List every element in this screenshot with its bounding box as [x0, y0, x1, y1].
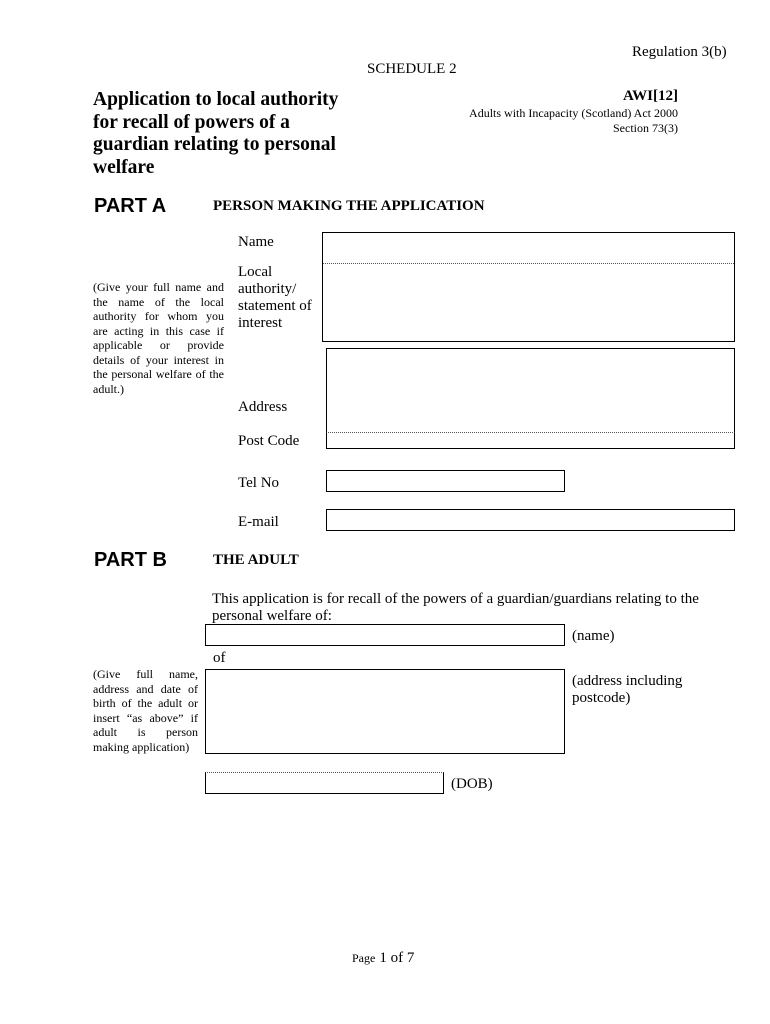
adult-address-label-line: postcode)	[572, 690, 631, 706]
schedule-label: SCHEDULE 2	[367, 61, 457, 77]
form-title-line: Application to local authority	[93, 89, 339, 110]
adult-address-label	[572, 673, 682, 707]
part-a-guidance-note: (Give your full name and the name of the local authority for whom you are acting in this case if applicable or provide details of your interest in the personal welfare of the adult.)	[93, 280, 224, 396]
form-title	[93, 89, 338, 179]
page-word: Page	[352, 951, 376, 965]
email-field[interactable]	[326, 509, 735, 531]
act-name: Adults with Incapacity (Scotland) Act 2000	[469, 106, 678, 120]
authority-label-line: interest	[238, 315, 283, 331]
page-number	[352, 949, 414, 967]
page-count: 1 of 7	[379, 950, 415, 966]
name-and-authority-field[interactable]	[322, 232, 735, 342]
authority-label-line: statement of	[238, 298, 312, 314]
post-code-field[interactable]	[326, 432, 735, 449]
post-code-label: Post Code	[238, 433, 300, 449]
act-reference	[469, 106, 678, 135]
adult-name-label: (name)	[572, 628, 615, 644]
authority-label	[238, 264, 312, 332]
form-title-line: guardian relating to personal	[93, 134, 336, 155]
form-title-line: for recall of powers of a	[93, 111, 290, 133]
part-a-heading: PERSON MAKING THE APPLICATION	[213, 198, 485, 214]
act-section: Section 73(3)	[613, 120, 678, 135]
authority-label-line: Local	[238, 264, 273, 280]
tel-no-label: Tel No	[238, 475, 280, 491]
part-b-intro	[212, 591, 699, 625]
address-field[interactable]	[326, 348, 735, 433]
form-code: AWI[12]	[623, 88, 678, 104]
part-b-intro-line: personal welfare of:	[212, 608, 332, 624]
email-label: E-mail	[238, 514, 279, 530]
tel-no-field[interactable]	[326, 470, 565, 492]
of-label: of	[213, 650, 226, 666]
adult-name-field[interactable]	[205, 624, 565, 646]
part-b-guidance-note: (Give full name, address and date of birth of the adult or insert “as above” if adult is person making application)	[93, 667, 198, 754]
adult-dob-field[interactable]	[205, 772, 444, 794]
adult-address-field[interactable]	[205, 669, 565, 754]
part-b-label: PART B	[94, 549, 167, 571]
authority-label-line: authority/	[238, 281, 297, 297]
part-b-intro-line: This application is for recall of the powers of a guardian/guardians relating to the	[212, 591, 699, 607]
address-label: Address	[238, 399, 288, 415]
adult-address-label-line: (address including	[572, 673, 683, 689]
part-a-label: PART A	[94, 195, 167, 217]
field-divider	[323, 263, 734, 264]
regulation-reference: Regulation 3(b)	[632, 44, 727, 60]
form-title-line: welfare	[93, 156, 155, 178]
name-label: Name	[238, 234, 274, 250]
adult-dob-label: (DOB)	[451, 776, 493, 792]
part-b-heading: THE ADULT	[213, 552, 299, 568]
